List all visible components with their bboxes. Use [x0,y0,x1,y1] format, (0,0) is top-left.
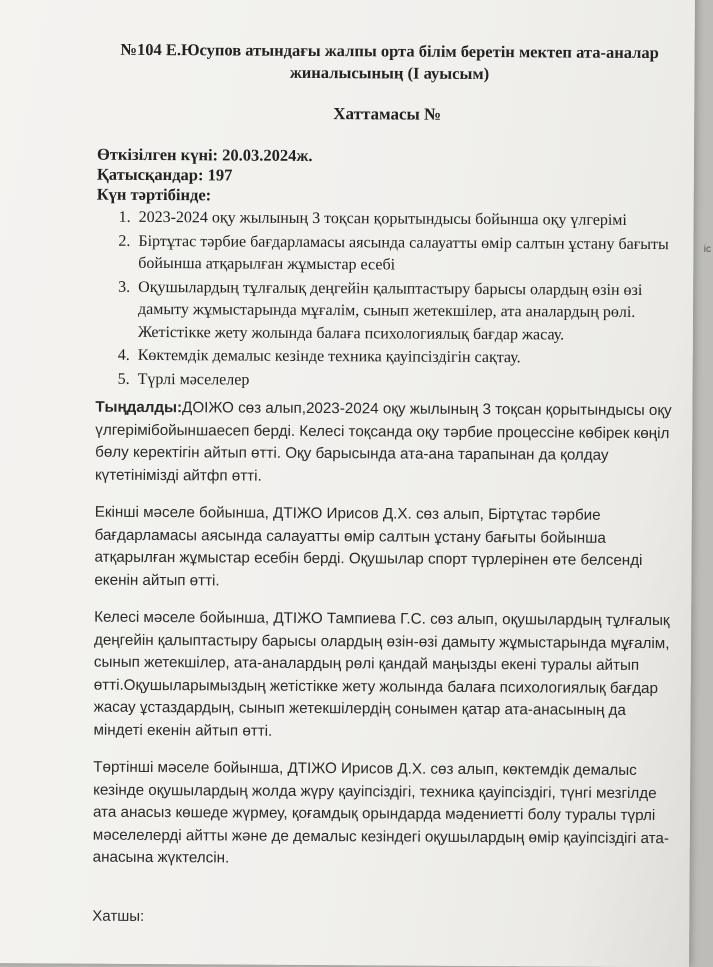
paragraph-4: Төртінші мәселе бойынша, ДТІЖО Ирисов Д.Х. сөз алып, көктемдік демалыс кезінде оқушылардың жолда жүру қауіпсіздігі, техника қауіпсіздігі, түнгі мезгілде ата анасыз көшеде жүрмеу, қоғамдық орындарда мәдениетті болу туралы түрлі мәселелерді айтты және де демалыс кезіндегі оқушылардың өмір қауіпсіздігі ата-анасына жүктелсін. [92,758,669,867]
meeting-date: Өткізілген күні: 20.03.2024ж. [96,144,313,165]
agenda-item: 4. Көктемдік демалыс кезінде техника қауіпсіздігін сақтау. [134,345,676,371]
document-title: №104 Е.Юсупов атындағы жалпы орта білім беретін мектеп ата-аналар жиналысының (І ауысым) [120,39,659,84]
paragraph-1-text: ДОІЖО сөз алып,2023-2024 оқу жылының 3 тоқсан қорытындысы оқу үлгерімібойыншаесеп берді. Келесі тоқсанда оқу тәрбие процессіне көбірек көңіл бөлу керектігін айтып өтті. Оқу барысында ата-ана тарапынан да қолдау күтетініміздi айтфп өтті. [94,399,672,485]
agenda-item: 2. Біртұтас тәрбие бағдарламасы аясында салауатты өмір салтын ұстану бағыты бойынша атқарылған жұмыстар есебі [134,230,676,278]
participants-count: Қатысқандар: 197 [96,164,233,185]
paragraph-2: Екінші мәселе бойынша, ДТІЖО Ирисов Д.Х. сөз алып, Біртұтас тәрбие бағдарламасы аясында салауатты өмір салтын ұстану бағыты бойынша атқарылған жұмыстар есебін берді. Оқушылар спорт түрлерінен өте белсенді екенін айтып өтті. [94,503,643,589]
secretary-signature-line: Хатшы: [92,907,145,925]
document-body [92,39,677,928]
agenda-item: 3. Оқушылардың тұлғалық деңгейін қалыптастыру барысы олардың өзін өзі дамыту жұмыстарында мұғалім, сынып жетекшілер, ата аналардың рөлі. Жетістікке жету жолында балаға психологиялық бағдар жасау. [134,276,676,347]
agenda-item: 1. 2023-2024 оқу жылының 3 тоқсан қорытындысы бойынша оқу үлгерімі [135,207,677,233]
heard-paragraph [95,397,676,491]
agenda-item: 5. Түрлі мәселелер [134,368,676,394]
paragraph-3: Келесі мәселе бойынша, ДТІЖО Тампиева Г.С. сөз алып, оқушылардың тұлғалық деңгейін қалыптастыру барысы олардың өзін-өзі дамыту жұмыстарында мұғалім, сынып жетекшілер, ата-аналардың рөлі қандай маңызды екені туралы айтып өтті.Оқушыларымыздың жетістікке жету жолында балаға психологиялық бағдар жасау ұстаздардың, сынып жетекшілердің сонымен қатар ата-анасының да міндеті екенін айтып өтті. [93,608,670,740]
background-page-edge-text: іс [703,244,711,255]
agenda-list [96,207,677,395]
agenda-heading: Күн тәртібінде: [96,184,212,205]
document-subtitle: Хаттамасы № [333,104,442,124]
heard-label: Тыңдалды: [95,398,183,417]
